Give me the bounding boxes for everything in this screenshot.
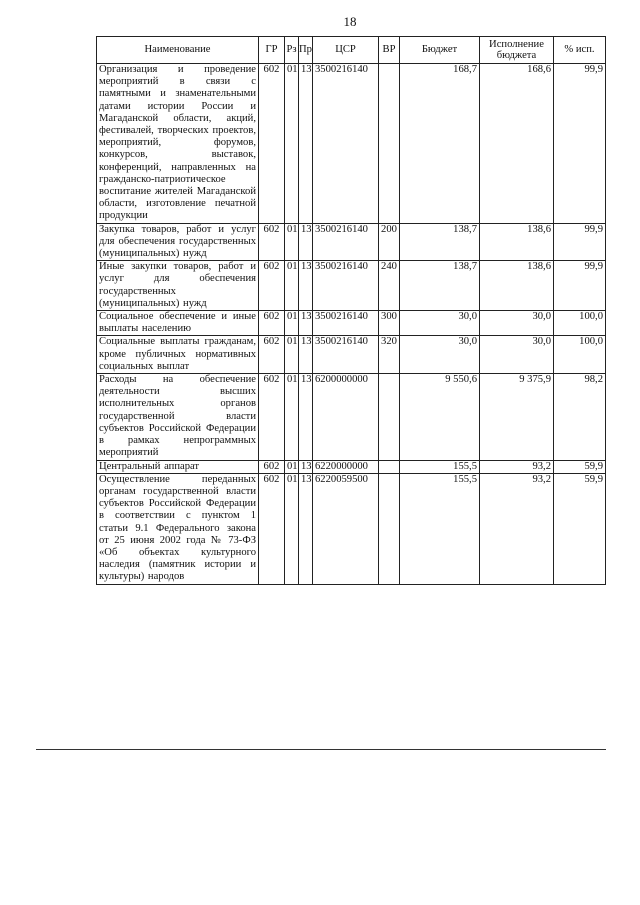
cell-budget: 155,5 xyxy=(400,460,480,473)
cell-gr: 602 xyxy=(259,223,285,261)
cell-percent: 100,0 xyxy=(554,311,606,336)
cell-budget: 138,7 xyxy=(400,223,480,261)
cell-vr xyxy=(379,374,400,460)
page-number: 18 xyxy=(343,14,357,29)
cell-budget: 168,7 xyxy=(400,64,480,224)
col-header-rz: Рз xyxy=(285,37,299,64)
cell-budget: 155,5 xyxy=(400,473,480,584)
cell-percent: 59,9 xyxy=(554,460,606,473)
table-row xyxy=(97,374,606,460)
cell-budget: 30,0 xyxy=(400,336,480,374)
cell-percent: 100,0 xyxy=(554,336,606,374)
cell-vr xyxy=(379,460,400,473)
cell-vr xyxy=(379,473,400,584)
cell-budget: 138,7 xyxy=(400,261,480,311)
cell-execution: 30,0 xyxy=(480,311,554,336)
cell-name: Социальные выплаты гражданам, кроме публичных нормативных социальных выплат xyxy=(97,336,259,374)
cell-rz: 01 xyxy=(285,261,299,311)
col-header-name: Наименование xyxy=(97,37,259,64)
col-header-vr: ВР xyxy=(379,37,400,64)
col-header-csr: ЦСР xyxy=(313,37,379,64)
cell-gr: 602 xyxy=(259,460,285,473)
cell-percent: 98,2 xyxy=(554,374,606,460)
cell-execution: 138,6 xyxy=(480,261,554,311)
cell-csr: 6220000000 xyxy=(313,460,379,473)
cell-vr: 300 xyxy=(379,311,400,336)
cell-gr: 602 xyxy=(259,336,285,374)
cell-gr: 602 xyxy=(259,261,285,311)
cell-gr: 602 xyxy=(259,374,285,460)
cell-percent: 59,9 xyxy=(554,473,606,584)
cell-pr: 13 xyxy=(299,311,313,336)
cell-execution: 93,2 xyxy=(480,473,554,584)
cell-rz: 01 xyxy=(285,460,299,473)
cell-name: Социальное обеспечение и иные выплаты населению xyxy=(97,311,259,336)
cell-percent: 99,9 xyxy=(554,261,606,311)
table-row xyxy=(97,473,606,584)
table-row xyxy=(97,460,606,473)
cell-pr: 13 xyxy=(299,261,313,311)
cell-csr: 3500216140 xyxy=(313,311,379,336)
cell-vr: 240 xyxy=(379,261,400,311)
table-row xyxy=(97,261,606,311)
col-header-budget: Бюджет xyxy=(400,37,480,64)
cell-name: Иные закупки товаров, работ и услуг для обеспечения государственных (муниципальных) нужд xyxy=(97,261,259,311)
cell-csr: 3500216140 xyxy=(313,64,379,224)
cell-rz: 01 xyxy=(285,473,299,584)
cell-rz: 01 xyxy=(285,374,299,460)
cell-csr: 6220059500 xyxy=(313,473,379,584)
cell-csr: 3500216140 xyxy=(313,261,379,311)
cell-name: Закупка товаров, работ и услуг для обеспечения государственных (муниципальных) нужд xyxy=(97,223,259,261)
cell-execution: 93,2 xyxy=(480,460,554,473)
cell-budget: 30,0 xyxy=(400,311,480,336)
budget-table xyxy=(96,36,606,585)
cell-rz: 01 xyxy=(285,311,299,336)
cell-rz: 01 xyxy=(285,223,299,261)
cell-name: Организация и проведение мероприятий в связи с памятными и знаменательными датами истории России и Магаданской области, акций, фестивалей, творческих проектов, мероприятий, форумов, конкурсов, выставок, конференций, направленных на гражданско-патриотическое воспитание жителей Магаданской области, изготовление печатной продукции xyxy=(97,64,259,224)
cell-vr: 320 xyxy=(379,336,400,374)
table-row xyxy=(97,223,606,261)
cell-name: Расходы на обеспечение деятельности высших исполнительных органов государственной власти субъектов Российской Федерации в рамках непрограммных мероприятий xyxy=(97,374,259,460)
cell-csr: 3500216140 xyxy=(313,223,379,261)
table-row xyxy=(97,336,606,374)
cell-pr: 13 xyxy=(299,336,313,374)
cell-pr: 13 xyxy=(299,223,313,261)
cell-gr: 602 xyxy=(259,311,285,336)
cell-pr: 13 xyxy=(299,374,313,460)
cell-gr: 602 xyxy=(259,64,285,224)
cell-execution: 168,6 xyxy=(480,64,554,224)
cell-csr: 3500216140 xyxy=(313,336,379,374)
cell-execution: 138,6 xyxy=(480,223,554,261)
cell-budget: 9 550,6 xyxy=(400,374,480,460)
cell-vr: 200 xyxy=(379,223,400,261)
cell-rz: 01 xyxy=(285,64,299,224)
cell-rz: 01 xyxy=(285,336,299,374)
col-header-execution: Исполнение бюджета xyxy=(480,37,554,64)
cell-percent: 99,9 xyxy=(554,64,606,224)
col-header-percent: % исп. xyxy=(554,37,606,64)
table-row xyxy=(97,311,606,336)
col-header-gr: ГР xyxy=(259,37,285,64)
cell-gr: 602 xyxy=(259,473,285,584)
col-header-pr: Пр xyxy=(299,37,313,64)
cell-execution: 9 375,9 xyxy=(480,374,554,460)
table-row xyxy=(97,64,606,224)
cell-name: Осуществление переданных органам государственной власти субъектов Российской Федерации в соответствии с пунктом 1 статьи 9.1 Федерального закона от 25 июня 2002 года № 73-ФЗ «Об объектах культурного наследия (памятник истории и культуры) народов xyxy=(97,473,259,584)
cell-name: Центральный аппарат xyxy=(97,460,259,473)
cell-execution: 30,0 xyxy=(480,336,554,374)
cell-csr: 6200000000 xyxy=(313,374,379,460)
cell-pr: 13 xyxy=(299,64,313,224)
cell-pr: 13 xyxy=(299,473,313,584)
table-header-row xyxy=(97,37,606,64)
cell-percent: 99,9 xyxy=(554,223,606,261)
cell-pr: 13 xyxy=(299,460,313,473)
cell-vr xyxy=(379,64,400,224)
page-divider xyxy=(36,749,606,750)
